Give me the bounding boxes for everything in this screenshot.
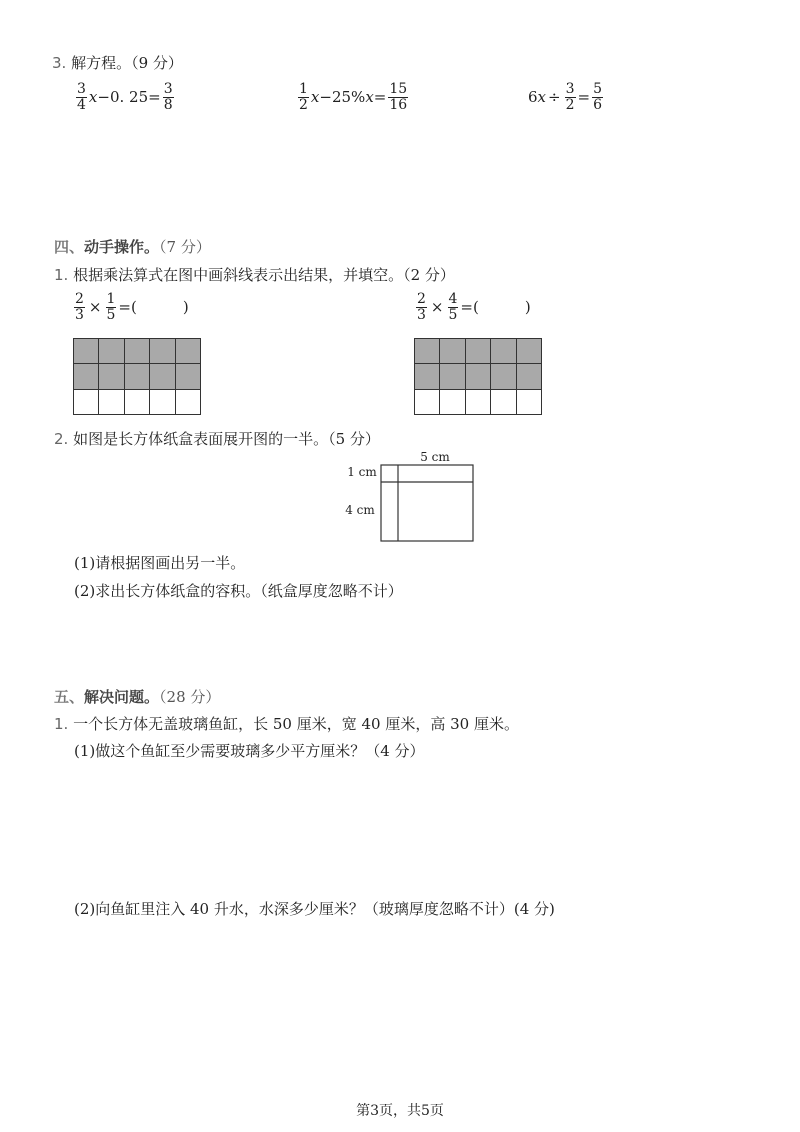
fraction: $\frac{2}{3}$ — [417, 291, 426, 323]
question-text: 根据乘法算式在图中画斜线表示出结果，并填空。（2 分） — [73, 266, 455, 284]
variable: x — [88, 88, 98, 107]
q4-2-sub1: (1)请根据图画出另一半。 — [74, 554, 246, 572]
equals-sign: = — [577, 88, 591, 107]
grid-cell[interactable] — [415, 390, 440, 415]
fraction: $\frac{3}{2}$ — [565, 81, 575, 113]
grid-cell[interactable] — [176, 364, 201, 389]
q5-1-sub1: (1)做这个鱼缸至少需要玻璃多少平方厘米？（4 分） — [74, 742, 425, 760]
fraction: $\frac{1}{2}$ — [299, 81, 308, 113]
fraction: $\frac{3}{8}$ — [163, 81, 173, 113]
times-sign: × — [430, 298, 444, 317]
grid-cell[interactable] — [466, 339, 491, 364]
grid-cell[interactable] — [74, 339, 99, 364]
fraction-grid-right[interactable] — [414, 338, 542, 415]
grid-cell[interactable] — [125, 390, 150, 415]
grid-cell[interactable] — [99, 339, 124, 364]
grid-cell[interactable] — [491, 364, 516, 389]
equation-2 — [296, 82, 410, 112]
grid-cell[interactable] — [74, 364, 99, 389]
divide-sign: ÷ — [548, 88, 561, 107]
question-number: 1. — [54, 715, 69, 733]
grid-cell[interactable] — [415, 339, 440, 364]
q5-1-prompt — [54, 713, 519, 734]
q3-points: （9 分） — [131, 54, 183, 72]
q4-2-prompt — [54, 428, 380, 449]
question-text: 如图是长方体纸盒表面展开图的一半。（5 分） — [73, 430, 380, 448]
grid-cell[interactable] — [150, 339, 175, 364]
grid-cell[interactable] — [491, 390, 516, 415]
equals-sign: = — [373, 88, 387, 107]
label-4cm: 4 cm — [345, 503, 375, 517]
grid-cell[interactable] — [415, 364, 440, 389]
fraction-grid-left[interactable] — [73, 338, 201, 415]
variable: x — [310, 88, 320, 107]
label-5cm: 5 cm — [420, 450, 450, 464]
grid-cell[interactable] — [150, 364, 175, 389]
grid-cell[interactable] — [466, 364, 491, 389]
grid-cell[interactable] — [466, 390, 491, 415]
grid-cell[interactable] — [150, 390, 175, 415]
section-title: 动手操作。 — [84, 238, 160, 256]
q3-number: 3. — [52, 54, 67, 72]
page-footer: 第3页，共5页 — [356, 1103, 444, 1119]
fraction: $\frac{3}{4}$ — [77, 81, 86, 113]
answer-open: =( — [118, 298, 137, 317]
grid-cell[interactable] — [125, 339, 150, 364]
q5-1-sub2: (2)向鱼缸里注入 40 升水，水深多少厘米？（玻璃厚度忽略不计）(4 分) — [74, 900, 555, 918]
fraction: $\frac{5}{6}$ — [593, 81, 603, 113]
question-number: 1. — [54, 266, 69, 284]
grid-cell[interactable] — [440, 364, 465, 389]
grid-cell[interactable] — [125, 364, 150, 389]
question-number: 2. — [54, 430, 69, 448]
fraction: $\frac{4}{5}$ — [448, 291, 458, 323]
grid-cell[interactable] — [176, 390, 201, 415]
q4-1-prompt — [54, 264, 455, 285]
section-points: （7 分） — [159, 238, 211, 256]
equation-text: −0. 25= — [97, 88, 161, 107]
variable: x — [537, 88, 547, 107]
q3-heading — [52, 52, 183, 73]
answer-close: ) — [524, 298, 531, 317]
section-5-heading — [54, 686, 220, 707]
grid-cell[interactable] — [491, 339, 516, 364]
grid-cell[interactable] — [440, 390, 465, 415]
grid-cell[interactable] — [517, 364, 542, 389]
multiplication-right — [414, 292, 531, 322]
multiplication-left — [72, 292, 189, 322]
grid-cell[interactable] — [440, 339, 465, 364]
answer-open: =( — [460, 298, 479, 317]
grid-cell[interactable] — [176, 339, 201, 364]
equation-text: −25% — [319, 88, 366, 107]
fraction: $\frac{2}{3}$ — [75, 291, 84, 323]
section-number: 四、 — [54, 238, 85, 256]
times-sign: × — [88, 298, 102, 317]
net-outline — [381, 465, 473, 541]
grid-cell[interactable] — [517, 339, 542, 364]
q3-title: 解方程。 — [71, 54, 132, 72]
fraction: $\frac{1}{5}$ — [106, 291, 116, 323]
q4-2-sub2: (2)求出长方体纸盒的容积。（纸盒厚度忽略不计） — [74, 582, 403, 600]
section-number: 五、 — [54, 688, 85, 706]
section-title: 解决问题。 — [84, 688, 160, 706]
answer-close: ) — [182, 298, 189, 317]
grid-cell[interactable] — [74, 390, 99, 415]
equation-1 — [74, 82, 176, 112]
section-points: （28 分） — [159, 688, 221, 706]
grid-cell[interactable] — [99, 364, 124, 389]
variable: x — [365, 88, 374, 107]
question-text: 一个长方体无盖玻璃鱼缸，长 50 厘米，宽 40 厘米，高 30 厘米。 — [73, 715, 519, 733]
grid-cell[interactable] — [99, 390, 124, 415]
section-4-heading — [54, 236, 211, 257]
box-net-diagram — [340, 448, 490, 548]
equation-3 — [528, 82, 605, 112]
fraction: $\frac{15}{16}$ — [389, 81, 408, 113]
label-1cm: 1 cm — [347, 465, 377, 479]
grid-cell[interactable] — [517, 390, 542, 415]
coefficient: 6 — [528, 88, 538, 107]
